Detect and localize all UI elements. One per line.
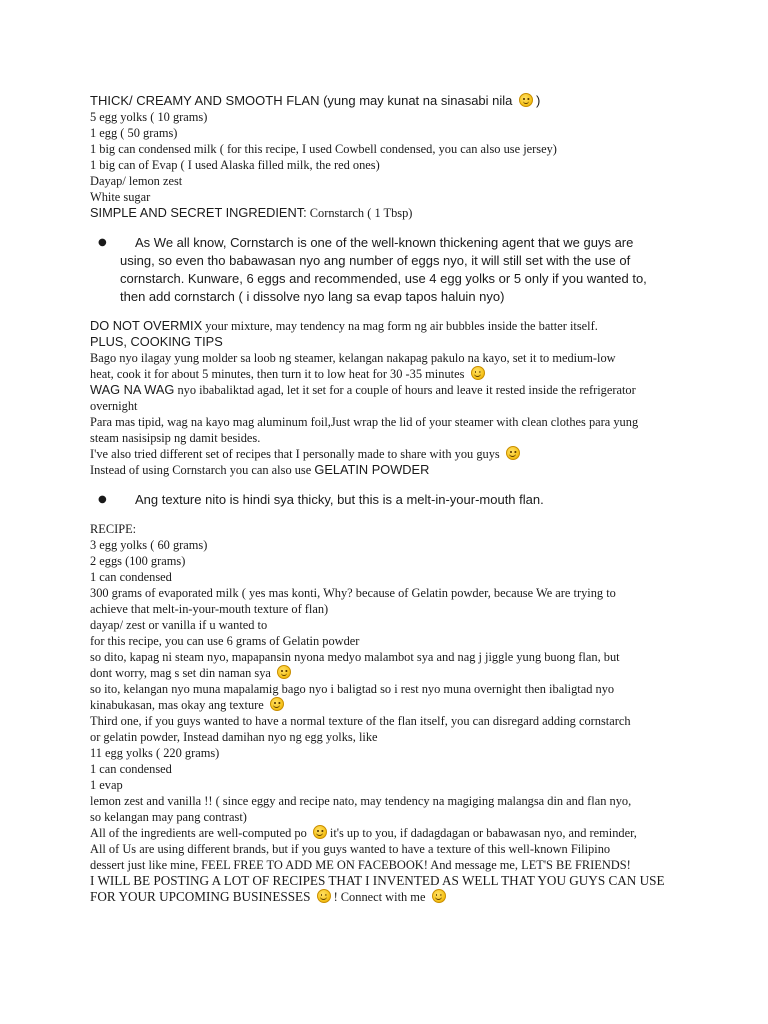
spacer (90, 478, 690, 491)
overmix-caps: DO NOT OVERMIX (90, 318, 203, 333)
tip-text: heat, cook it for about 5 minutes, then turn it to low heat for 30 -35 minutes (90, 367, 465, 381)
tip-line: Bago nyo ilagay yung molder sa loob ng steamer, kelangan nakapag pakulo na kayo, set it to medium-low (90, 351, 616, 365)
title-text: THICK/ CREAMY AND SMOOTH FLAN (yung may kunat na sinasabi nila (90, 93, 513, 108)
note-line: Third one, if you guys wanted to have a normal texture of the flan itself, you can disregard adding cornstarch (90, 714, 631, 728)
smiling-face-icon (506, 446, 520, 460)
smiling-face-icon (313, 825, 327, 839)
recipe-title (90, 93, 690, 109)
secret-caps: SIMPLE AND SECRET INGREDIENT: (90, 205, 307, 220)
document-page (90, 93, 690, 905)
ingredient-line: dayap/ zest or vanilla if u wanted to (90, 618, 268, 632)
note-line (90, 665, 690, 681)
recipe-heading: RECIPE: (90, 522, 137, 536)
tip-line (90, 446, 690, 462)
recipe-gelatin-flan (90, 521, 690, 905)
ingredient-line: 1 can condensed (90, 762, 172, 776)
tip-line (90, 462, 690, 478)
tip-line (90, 366, 690, 382)
closing-caps: FOR YOUR UPCOMING BUSINESSES (90, 889, 311, 904)
secret-text: Cornstarch ( 1 Tbsp) (306, 206, 413, 220)
note-line: so ito, kelangan nyo muna mapalamig bago nyo i baligtad so i rest nyo muna overnight then ibaligtad nyo (90, 682, 615, 696)
note-line: dessert just like mine, FEEL FREE TO ADD ME ON FACEBOOK! And message me, LET'S BE FRIENDS! (90, 858, 631, 872)
ingredient-line: 3 egg yolks ( 60 grams) (90, 538, 208, 552)
overmix-text: your mixture, may tendency na mag form ng air bubbles inside the batter itself. (202, 319, 598, 333)
note-text: it's up to you, if dadagdagan or babawasan nyo, and reminder, (329, 826, 637, 840)
ingredient-line: 300 grams of evaporated milk ( yes mas konti, Why? because of Gelatin powder, because We are trying to (90, 586, 616, 600)
smiling-face-icon (317, 889, 331, 903)
tip-line: steam nasisipsip ng damit besides. (90, 431, 261, 445)
recipe-thick-flan (90, 93, 690, 221)
tip-line: overnight (90, 399, 138, 413)
ingredient-line: 1 evap (90, 778, 123, 792)
note-line (90, 825, 690, 841)
ingredient-line: for this recipe, you can use 6 grams of Gelatin powder (90, 634, 360, 648)
spacer (90, 509, 690, 521)
smiling-face-icon (432, 889, 446, 903)
paragraph-line: As We all know, Cornstarch is one of the well-known thickening agent that we guys are (135, 235, 634, 250)
ingredient-line: Dayap/ lemon zest (90, 174, 183, 188)
gelatin-caps: GELATIN POWDER (314, 462, 430, 477)
note-line (90, 697, 690, 713)
bullet-marker: ● (98, 237, 107, 248)
closing-line (90, 889, 690, 905)
cooking-tips-section (90, 318, 690, 478)
ingredient-line: 1 big can of Evap ( I used Alaska filled milk, the red ones) (90, 158, 380, 172)
note-text: kinabukasan, mas okay ang texture (90, 698, 264, 712)
bullet-texture-note (90, 491, 690, 509)
ingredient-line: achieve that melt-in-your-mouth texture of flan) (90, 602, 329, 616)
ingredient-line: 1 can condensed (90, 570, 172, 584)
ingredient-line: 2 eggs (100 grams) (90, 554, 186, 568)
tip-caps: WAG NA WAG (90, 382, 175, 397)
secret-ingredient-line (90, 205, 690, 221)
paragraph-line: using, so even tho babawasan nyo ang number of eggs nyo, it will still set with the use of (120, 253, 631, 268)
note-line: or gelatin powder, Instead damihan nyo ng egg yolks, like (90, 730, 378, 744)
spacer (90, 306, 690, 318)
ingredient-line: White sugar (90, 190, 151, 204)
bullet-cornstarch-note (90, 234, 690, 306)
tip-line (90, 382, 690, 398)
bullet-marker: ● (98, 494, 107, 505)
smiling-face-icon (519, 93, 533, 107)
tip-text: I've also tried different set of recipes that I personally made to share with you guys (90, 447, 500, 461)
note-line: All of Us are using different brands, but if you guys wanted to have a texture of this well-known Filipino (90, 842, 611, 856)
tip-line: Para mas tipid, wag na kayo mag aluminum foil,Just wrap the lid of your steamer with clean clothes para yung (90, 415, 639, 429)
bullet-paragraph (120, 234, 690, 306)
title-end-text: ) (536, 93, 541, 108)
note-text: dont worry, mag s set din naman sya (90, 666, 271, 680)
paragraph-line: then add cornstarch ( i dissolve nyo lang sa evap tapos haluin nyo) (120, 289, 505, 304)
spacer (90, 221, 690, 234)
tip-text: nyo ibabaliktad agad, let it set for a couple of hours and leave it rested inside the refrigerator (174, 383, 636, 397)
smiling-face-icon (277, 665, 291, 679)
note-line: so kelangan may pang contrast) (90, 810, 247, 824)
closing-line: I WILL BE POSTING A LOT OF RECIPES THAT I INVENTED AS WELL THAT YOU GUYS CAN USE (90, 873, 665, 888)
ingredient-line: 11 egg yolks ( 220 grams) (90, 746, 220, 760)
cooking-tips-heading: PLUS, COOKING TIPS (90, 334, 223, 349)
smiling-face-icon (471, 366, 485, 380)
tip-text: Instead of using Cornstarch you can also use (90, 463, 315, 477)
paragraph-line: Ang texture nito is hindi sya thicky, but this is a melt-in-your-mouth flan. (135, 492, 544, 507)
ingredient-line: 5 egg yolks ( 10 grams) (90, 110, 208, 124)
ingredient-line: 1 big can condensed milk ( for this recipe, I used Cowbell condensed, you can also use jersey) (90, 142, 557, 156)
closing-text: ! Connect with me (333, 890, 426, 904)
paragraph-line: cornstarch. Kunware, 6 eggs and recommended, use 4 egg yolks or 5 only if you wanted to, (120, 271, 647, 286)
bullet-paragraph (120, 491, 690, 509)
note-text: All of the ingredients are well-computed po (90, 826, 307, 840)
note-line: so dito, kapag ni steam nyo, mapapansin nyona medyo malambot sya and nag j jiggle yung buong flan, but (90, 650, 620, 664)
smiling-face-icon (270, 697, 284, 711)
note-line: lemon zest and vanilla !! ( since eggy and recipe nato, may tendency na magiging malangsa din and flan nyo, (90, 794, 632, 808)
ingredient-line: 1 egg ( 50 grams) (90, 126, 178, 140)
overmix-warning (90, 318, 690, 334)
